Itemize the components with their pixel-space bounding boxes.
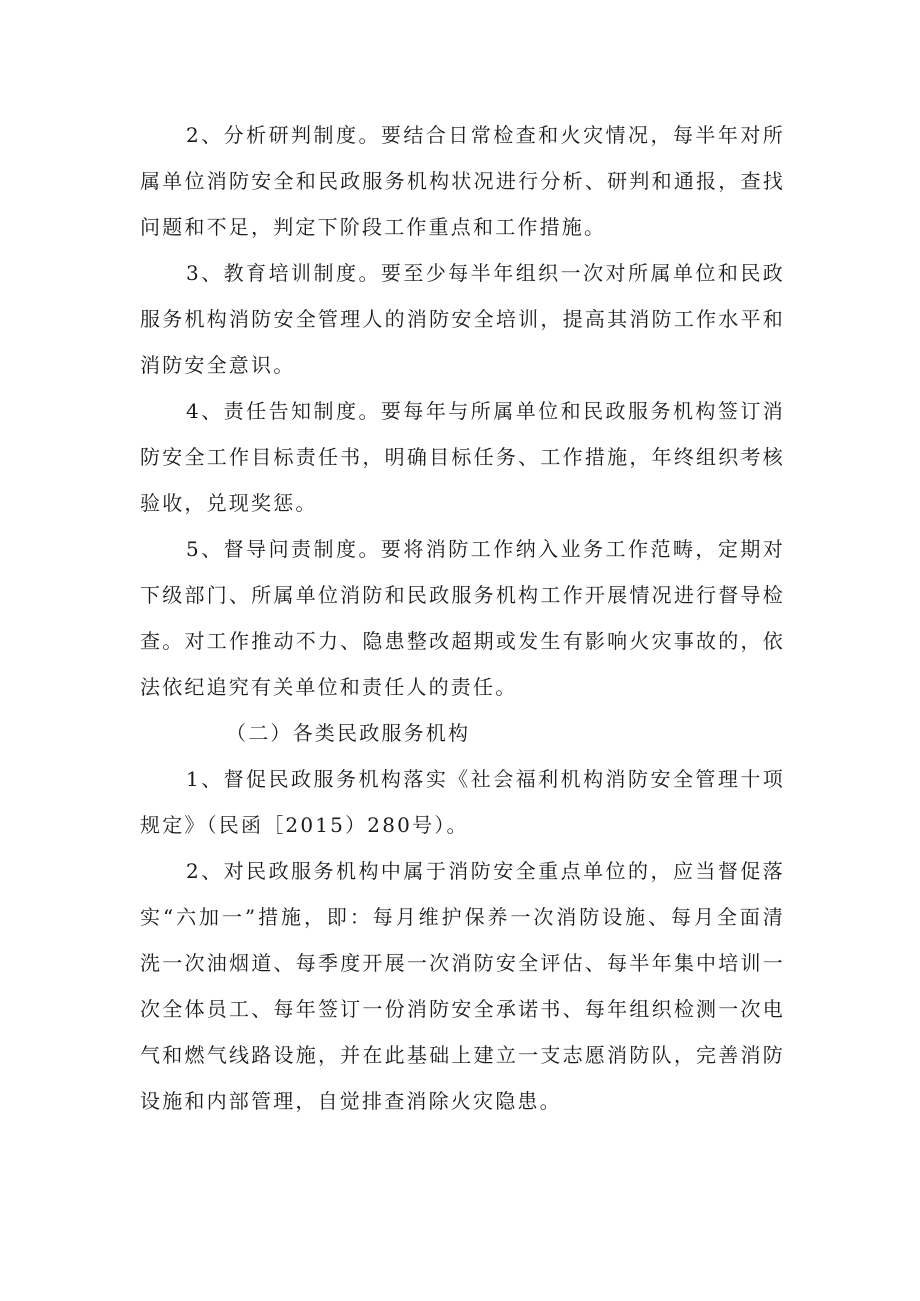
paragraph-analysis-system: 2、分析研判制度。要结合日常检查和火灾情况，每半年对所属单位消防安全和民政服务机构状况进行分析、研判和通报，查找问题和不足，判定下阶段工作重点和工作措施。 <box>140 123 785 239</box>
paragraph-six-plus-one: 2、对民政服务机构中属于消防安全重点单位的，应当督促落实“六加一”措施，即：每月维护保养一次消防设施、每月全面清洗一次油烟道、每季度开展一次消防安全评估、每半年集中培训一次全体员工、每年签订一份消防安全承诺书、每年组织检测一次电气和燃气线路设施，并在此基础上建立一支志愿消防队，完善消防设施和内部管理，自觉排查消除火灾隐患。 <box>140 859 785 1113</box>
section-heading: （二）各类民政服务机构 <box>226 721 471 745</box>
paragraph-supervision-accountability: 5、督导问责制度。要将消防工作纳入业务工作范畴，定期对下级部门、所属单位消防和民政服务机构工作开展情况进行督导检查。对工作推动不力、隐患整改超期或发生有影响火灾事故的，依法依纪追究有关单位和责任人的责任。 <box>140 537 785 699</box>
paragraph-responsibility-notice: 4、责任告知制度。要每年与所属单位和民政服务机构签订消防安全工作目标责任书，明确目标任务、工作措施，年终组织考核验收，兑现奖惩。 <box>140 399 785 515</box>
document-body <box>140 112 785 1124</box>
paragraph-training-system: 3、教育培训制度。要至少每半年组织一次对所属单位和民政服务机构消防安全管理人的消防安全培训，提高其消防工作水平和消防安全意识。 <box>140 261 785 377</box>
paragraph-implement-regulations: 1、督促民政服务机构落实《社会福利机构消防安全管理十项规定》（民函［2015）280号）。 <box>140 767 785 837</box>
